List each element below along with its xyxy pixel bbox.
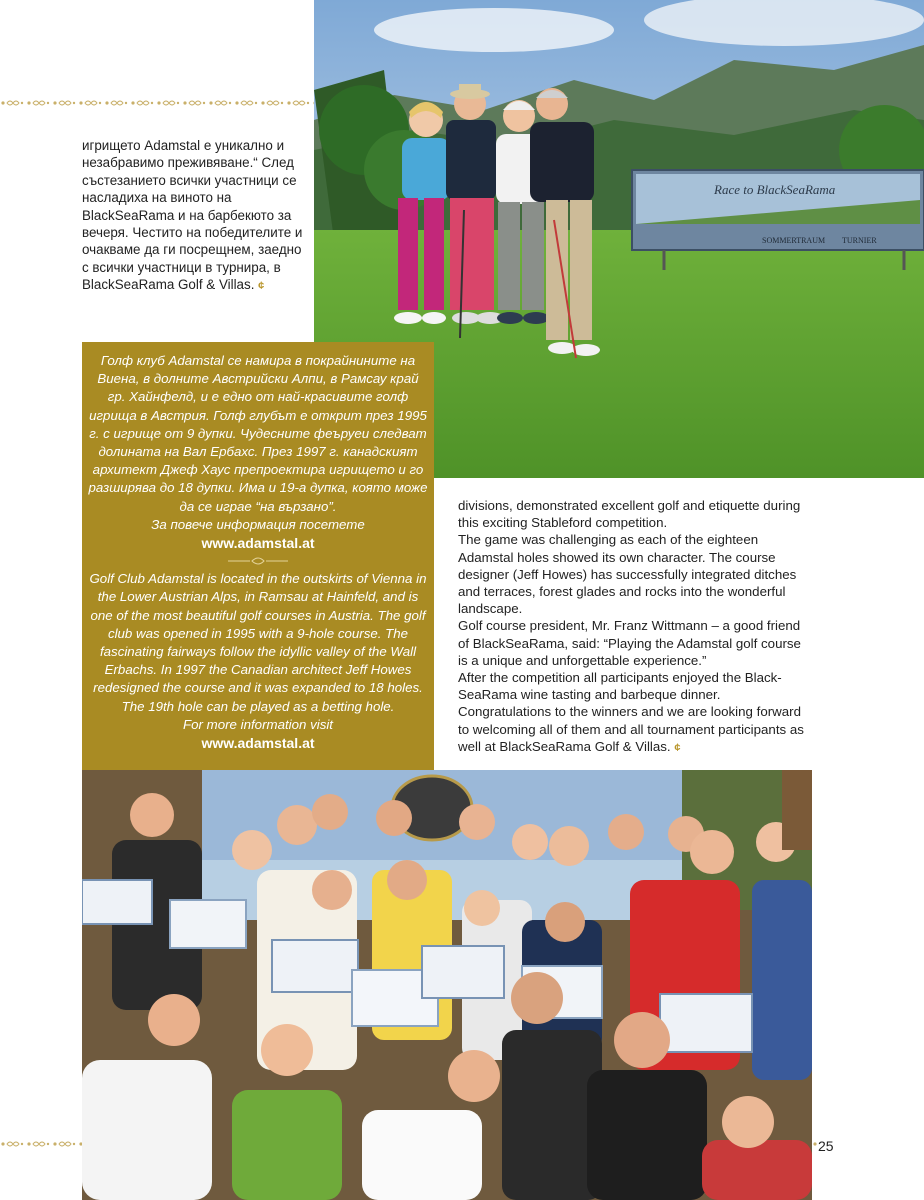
ornament-pattern <box>0 1138 82 1150</box>
right-column-en-text <box>458 497 810 757</box>
info-box-en-link[interactable]: www.adamstal.at <box>201 735 315 752</box>
paragraph-1: divisions, demonstrated excellent golf and etiquette during this exciting Stableford competition. <box>458 498 801 531</box>
banner-sub-right: TURNIER <box>842 236 877 245</box>
award-group-photo <box>82 770 812 1200</box>
info-box-divider <box>88 554 428 568</box>
ornament-pattern <box>0 97 314 109</box>
banner-sub-left: SOMMERTRAUM <box>762 236 826 245</box>
paragraph-4-text: After the competition all participants enjoyed the Black-SeaRama wine tasting and barbeque dinner. Congratulations to the winners and we are looking forward to welcoming all of them and all tournament participants as well at BlackSeaRama Golf & Villas. <box>458 670 804 754</box>
ornament-line-top <box>0 97 314 109</box>
paragraph-2: The game was challenging as each of the eighteen Adamstal holes showed its own character. The course designer (Jeff Howes) has successfully integrated ditches and terraces, forest glades and rocks into the wonderful landscape. <box>458 532 797 617</box>
info-box-adamstal <box>82 342 434 780</box>
info-box-bg-text: Голф клуб Adamstal се намира в покрайнините на Виена, в долните Австрийски Алпи, в Рамсау край гр. Хайнфелд, и е едно от най-красивите голф игрища в Австрия. Голф глубът е открит през 1995 г. с игрище от 9 дупки. Чудесните феъруеи следват долината на Вал Ербахс. През 1997 г. канадският архитект Джеф Хаус препроектира игрището и го разширява до 18 дупки. Има и 19-а дупка, която може да се играе “на вързано”. <box>88 353 428 514</box>
group-scene <box>82 770 812 1200</box>
left-column-bg-paragraph: игрището Adamstal е уникално и незабравимо преживяване.“ След състезанието всички участници се насладиха на виното на BlackSeaRama и на барбекюто за вечеря. Честито на победителите и очакваме да ги посрещнем, заедно с всички участници в турнира, в BlackSeaRama Golf & Villas. <box>82 138 303 293</box>
paragraph-4 <box>458 669 810 757</box>
ornament-line-bottom <box>0 1138 82 1150</box>
paragraph-3: Golf course president, Mr. Franz Wittmann – a good friend of BlackSeaRama, said: “Playing the Adamstal golf course is a unique and unforgettable experience.” <box>458 618 801 668</box>
end-mark: ¢ <box>258 280 265 293</box>
divider-ornament <box>228 554 288 568</box>
left-column-bg-text <box>82 137 310 296</box>
page-number: 25 <box>818 1138 834 1154</box>
end-mark: ¢ <box>674 741 681 754</box>
info-box-bg-more: За повече информация посетете <box>151 516 365 532</box>
banner-title: Race to BlackSeaRama <box>714 182 836 197</box>
info-box-en-more: For more information visit <box>183 716 333 732</box>
info-box-bg-link[interactable]: www.adamstal.at <box>201 535 315 552</box>
info-box-en-text: Golf Club Adamstal is located in the outskirts of Vienna in the Lower Austrian Alps, in Ramsau at Hainfeld, and is one of the most beautiful golf courses in Austria. The golf club was opened in 1995 with a 9-hole course. The fascinating fairways follow the idyllic valley of the Wall Erbachs. In 1997 the Canadian architect Jeff Howes redesigned the course and it was expanded to 18 holes. The 19th hole can be played as a betting hole. <box>89 571 427 714</box>
